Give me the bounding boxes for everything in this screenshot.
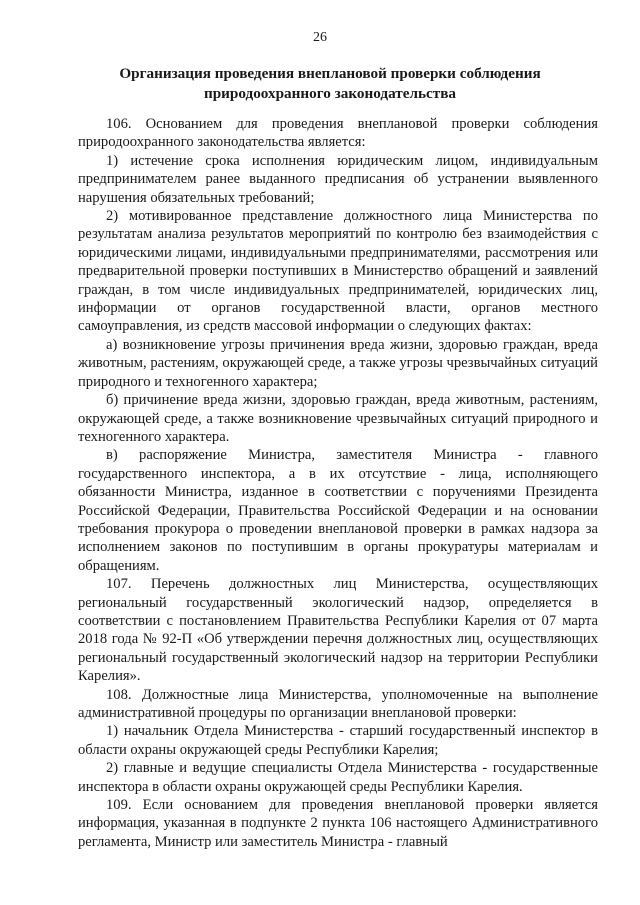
paragraph-106-item-2a: а) возникновение угрозы причинения вреда жизни, здоровью граждан, вреда животным, растениям, окружающей среде, а также угрозы чрезвычайных ситуаций природного и техногенного характера;	[78, 336, 598, 390]
paragraph-108-item-2: 2) главные и ведущие специалисты Отдела Министерства - государственные инспектора в области охраны окружающей среды Республики Карелия.	[78, 760, 598, 795]
paragraph-106-item-2b: б) причинение вреда жизни, здоровью граждан, вреда животным, растениям, окружающей среде, а также возникновение чрезвычайных ситуаций природного и техногенного характера.	[78, 392, 598, 445]
page-number: 26	[313, 30, 327, 45]
paragraph-106-item-2v: в) распоряжение Министра, заместителя Министра - главного государственного инспектора, а в их отсутствие - лица, исполняющего обязанности Министра, изданное в соответствии с поручениями Президента Российской Федерации, Правительства Российской Федерации и на основании требования прокурора о проведении внеплановой проверки в рамках надзора за исполнением законов по поступившим в органы прокуратуры материалам и обращениям.	[78, 447, 598, 574]
document-body	[78, 115, 598, 851]
section-heading-line-1: Организация проведения внеплановой проверки соблюдения	[119, 65, 541, 82]
paragraph-107: 107. Перечень должностных лиц Министерства, осуществляющих региональный государственный экологический надзор, определяется в соответствии с постановлением Правительства Республики Карелия от 07 марта 2018 года № 92-П «Об утверждении перечня должностных лиц, осуществляющих региональный государственный экологический надзор на территории Республики Карелия».	[78, 576, 598, 685]
paragraph-109: 109. Если основанием для проведения внеплановой проверки является информация, указанная в подпункте 2 пункта 106 настоящего Административного регламента, Министр или заместитель Министра - главный	[78, 797, 598, 850]
section-heading-line-2: природоохранного законодательства	[203, 85, 457, 102]
paragraph-108: 108. Должностные лица Министерства, уполномоченные на выполнение административной процедуры по организации внеплановой проверки:	[78, 686, 598, 721]
section-heading	[95, 64, 565, 104]
paragraph-108-item-1: 1) начальник Отдела Министерства - старший государственный инспектор в области охраны окружающей среды Республики Карелия;	[78, 723, 598, 758]
paragraph-106-item-1: 1) истечение срока исполнения юридическим лицом, индивидуальным предпринимателем ранее выданного предписания об устранении выявленного нарушения обязательных требований;	[78, 152, 598, 206]
paragraph-106-item-2: 2) мотивированное представление должностного лица Министерства по результатам анализа результатов мероприятий по контролю без взаимодействия с юридическими лицами, индивидуальными предпринимателями, рассмотрения или предварительной проверки поступивших в Министерство обращений и заявлений граждан, в том числе индивидуальных предпринимателей, юридических лиц, информации от органов государственной власти, органов местного самоуправления, из средств массовой информации о следующих фактах:	[78, 208, 598, 335]
paragraph-106: 106. Основанием для проведения внеплановой проверки соблюдения природоохранного законодательства является:	[78, 116, 598, 151]
